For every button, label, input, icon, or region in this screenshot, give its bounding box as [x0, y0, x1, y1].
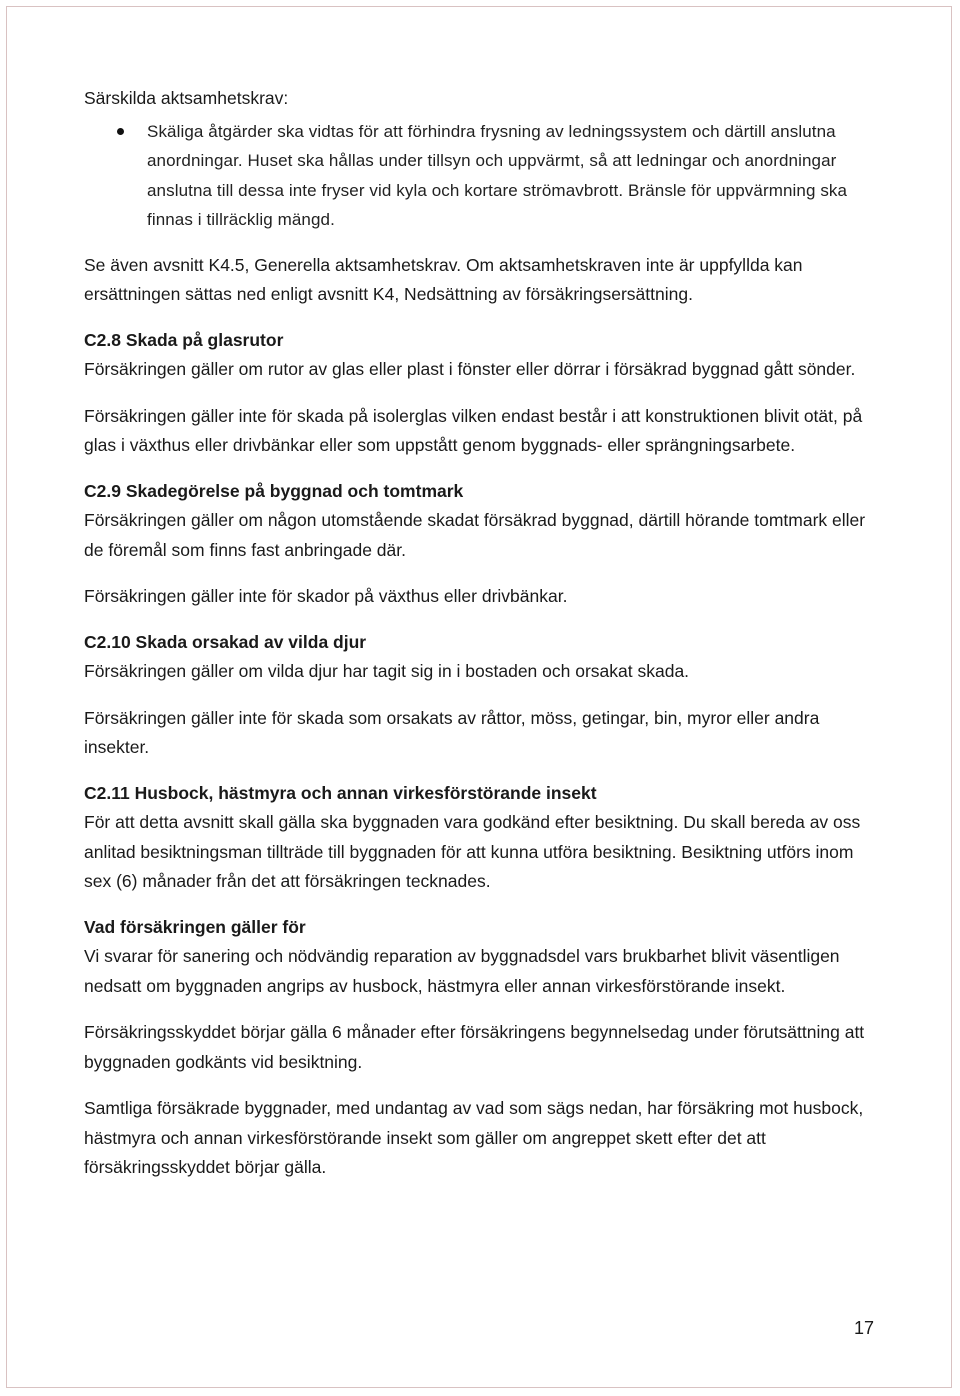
paragraph: Försäkringen gäller inte för skador på växthus eller drivbänkar. — [84, 586, 568, 606]
requirements-list — [84, 117, 884, 235]
list-item — [84, 117, 884, 235]
paragraph: Försäkringen gäller inte för skada på isolerglas vilken endast består i att konstruktionen blivit otät, på glas i växthus eller drivbänkar eller som uppstått genom byggnads- eller sprängningsarbete. — [84, 405, 863, 455]
bullet-icon — [117, 128, 124, 135]
special-requirements-label: Särskilda aktsamhetskrav: — [84, 88, 289, 108]
section-heading-coverage: Vad försäkringen gäller för — [84, 916, 306, 937]
paragraph: Försäkringsskyddet börjar gälla 6 månader efter försäkringens begynnelsedag under förutsättning att byggnaden godkänts vid besiktning. — [84, 1022, 865, 1072]
paragraph: Försäkringen gäller inte för skada som orsakats av råttor, möss, getingar, bin, myror eller andra insekter. — [84, 707, 820, 757]
section-heading-c2-11: C2.11 Husbock, hästmyra och annan virkesförstörande insekt — [84, 782, 597, 803]
section-heading-c2-9: C2.9 Skadegörelse på byggnad och tomtmark — [84, 480, 464, 501]
paragraph: Samtliga försäkrade byggnader, med undantag av vad som sägs nedan, har försäkring mot husbock, hästmyra och annan virkesförstörande insekt som gäller om angreppet skett efter det att försäkringsskyddet börjar gälla. — [84, 1098, 864, 1177]
document-body — [84, 84, 884, 1183]
paragraph: Försäkringen gäller om vilda djur har tagit sig in i bostaden och orsakat skada. — [84, 661, 690, 681]
list-item-text: Skäliga åtgärder ska vidtas för att förhindra frysning av ledningssystem och därtill anslutna anordningar. Huset ska hållas under tillsyn och uppvärmt, så att ledningar och anordningar anslutna till dessa inte fryser vid kyla och kortare strömavbrott. Bränsle för uppvärmning ska finnas i tillräcklig mängd. — [147, 121, 848, 229]
see-also-paragraph: Se även avsnitt K4.5, Generella aktsamhetskrav. Om aktsamhetskraven inte är uppfyllda kan ersättningen sättas ned enligt avsnitt K4, Nedsättning av försäkringsersättning. — [84, 254, 803, 304]
section-heading-c2-10: C2.10 Skada orsakad av vilda djur — [84, 631, 367, 652]
section-heading-c2-8: C2.8 Skada på glasrutor — [84, 329, 284, 350]
paragraph: Försäkringen gäller om rutor av glas eller plast i fönster eller dörrar i försäkrad byggnad gått sönder. — [84, 359, 856, 379]
paragraph: Vi svarar för sanering och nödvändig reparation av byggnadsdel vars brukbarhet blivit väsentligen nedsatt om byggnaden angrips av husbock, hästmyra eller annan virkesförstörande insekt. — [84, 946, 840, 996]
paragraph: För att detta avsnitt skall gälla ska byggnaden vara godkänd efter besiktning. Du skall bereda av oss anlitad besiktningsman tillträde till byggnaden för att kunna utföra besiktning. Besiktning utförs inom sex (6) månader från det att försäkringen tecknades. — [84, 812, 861, 891]
page-number: 17 — [854, 1318, 875, 1338]
paragraph: Försäkringen gäller om någon utomstående skadat försäkrad byggnad, därtill hörande tomtmark eller de föremål som finns fast anbringade där. — [84, 510, 866, 560]
